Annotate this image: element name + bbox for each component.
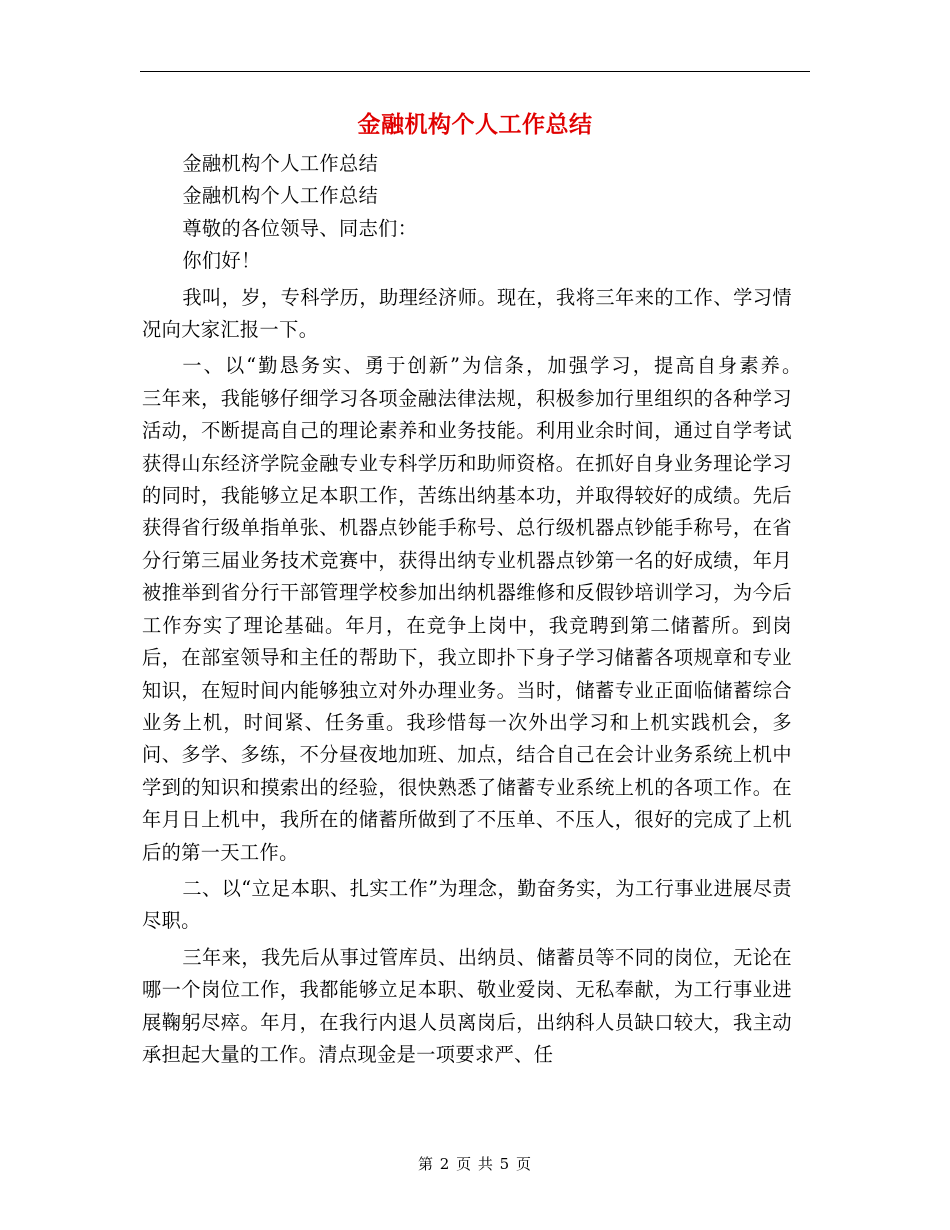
body-paragraph: 你们好！ (182, 249, 261, 273)
body-paragraph: 我叫，岁，专科学历，助理经济师。现在，我将三年来的工作、学习情况向大家汇报一下。 (142, 285, 792, 342)
page-number-footer: 第 2 页 共 5 页 (418, 1155, 532, 1173)
document-body (142, 148, 832, 1071)
body-paragraph: 二、以“立足本职、扎实工作”为理念，勤奋务实，为工行事业进展尽责尽职。 (142, 876, 792, 933)
body-paragraph: 金融机构个人工作总结 (182, 184, 379, 208)
header-rule (140, 71, 810, 72)
document-title: 金融机构个人工作总结 (357, 111, 593, 138)
body-paragraph: 三年来，我先后从事过管库员、出纳员、储蓄员等不同的岗位，无论在哪一个岗位工作，我都能够立足本职、敬业爱岗、无私奉献，为工行事业进展鞠躬尽瘁。年月，在我行内退人员离岗后，出纳科人员缺口较大，我主动承担起大量的工作。清点现金是一项要求严、任 (142, 945, 792, 1066)
body-paragraph: 一、以“勤恳务实、勇于创新”为信条，加强学习，提高自身素养。 三年来，我能够仔细学习各项金融法律法规，积极参加行里组织的各种学习活动，不断提高自己的理论素养和业务技能。利用业余时间，通过自学考试获得山东经济学院金融专业专科学历和助师资格。在抓好自身业务理论学习的同时，我能够立足本职工作，苦练出纳基本功，并取得较好的成绩。先后获得省行级单指单张、机器点钞能手称号、总行级机器点钞能手称号，在省分行第三届业务技术竞赛中，获得出纳专业机器点钞第一名的好成绩，年月被推举到省分行干部管理学校参加出纳机器维修和反假钞培训学习，为今后工作夯实了理论基础。年月，在竞争上岗中，我竞聘到第二储蓄所。到岗后，在部室领导和主任的帮助下，我立即扑下身子学习储蓄各项规章和专业知识，在短时间内能够独立对外办理业务。当时，储蓄专业正面临储蓄综合业务上机，时间紧、任务重。我珍惜每一次外出学习和上机实践机会，多问、多学、多练，不分昼夜地加班、加点，结合自己在会计业务系统上机中学到的知识和摸索出的经验，很快熟悉了储蓄专业系统上机的各项工作。在年月日上机中，我所在的储蓄所做到了不压单、不压人，很好的完成了上机后的第一天工作。 (142, 354, 832, 864)
body-paragraph: 尊敬的各位领导、同志们： (182, 216, 418, 240)
body-paragraph: 金融机构个人工作总结 (182, 152, 379, 175)
